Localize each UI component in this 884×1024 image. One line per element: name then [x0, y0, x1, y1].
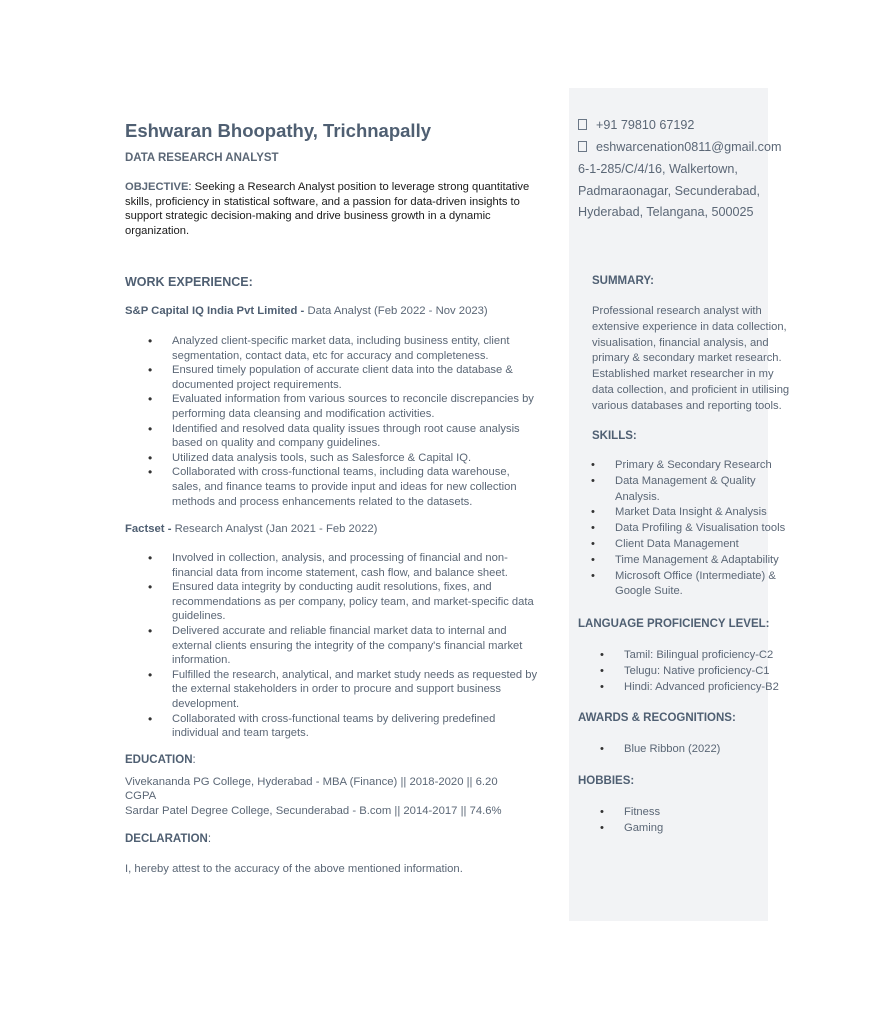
list-item: • Gaming: [624, 821, 884, 837]
summary-heading: SUMMARY:: [592, 275, 654, 287]
work-experience-heading: WORK EXPERIENCE:: [125, 275, 253, 289]
declaration-heading: [125, 833, 211, 845]
education-line-2: Sardar Patel Degree College, Secunderabad - B.com || 2014-2017 || 74.6%: [125, 805, 502, 817]
summary-line: various databases and reporting tools.: [592, 399, 782, 412]
objective: [125, 180, 545, 238]
list-item: • Utilized data analysis tools, such as Salesforce & Capital IQ.: [172, 451, 540, 466]
list-item: • Market Data Insight & Analysis: [615, 505, 875, 521]
job-title-2: Research Analyst (Jan 2021 - Feb 2022): [174, 523, 378, 535]
list-item: • Time Management & Adaptability: [615, 553, 875, 569]
language-list: [624, 648, 884, 695]
job-bullets-2: [125, 551, 540, 741]
skills-heading: SKILLS:: [592, 430, 637, 442]
summary-line: Established market researcher in my: [592, 368, 774, 381]
email-contact: [578, 140, 781, 154]
job-bullets-1: [125, 334, 540, 509]
list-item: • Involved in collection, analysis, and processing of financial and non-financial data from income statement, cash flow, and balance sheet.: [172, 551, 540, 580]
list-item: • Fulfilled the research, analytical, and market study needs as requested by the external stakeholders in order to procure and support business development.: [172, 668, 540, 712]
awards-heading: AWARDS & RECOGNITIONS:: [578, 712, 736, 724]
list-item: • Primary & Secondary Research: [615, 458, 875, 474]
job-role: DATA RESEARCH ANALYST: [125, 152, 279, 164]
declaration-heading-label: DECLARATION: [125, 833, 208, 845]
list-item: • Fitness: [624, 805, 884, 821]
list-item: • Hindi: Advanced proficiency-B2: [624, 680, 884, 696]
language-heading: LANGUAGE PROFICIENCY LEVEL:: [578, 618, 770, 630]
job-header-1: [125, 305, 488, 317]
list-item: • Delivered accurate and reliable financial market data to internal and external clients ensuring the integrity of the company's financial market information.: [172, 624, 540, 668]
email-address: eshwarcenation0811@gmail.com: [596, 140, 782, 154]
education-heading-colon: :: [192, 754, 196, 766]
list-item: • Collaborated with cross-functional teams, including data warehouse, sales, and finance teams to provide input and ideas for new collection methods and process enhancements related to the datasets.: [172, 465, 540, 509]
education-heading: [125, 754, 196, 766]
summary-line: data collection, and proficient in utilising: [592, 383, 790, 396]
job-company-2: Factset -: [125, 523, 175, 535]
education-line-1: Vivekananda PG College, Hyderabad - MBA (Finance) || 2018-2020 || 6.20 CGPA: [125, 776, 498, 803]
list-item: • Data Management & Quality Analysis.: [615, 474, 770, 506]
objective-label: OBJECTIVE: [125, 181, 189, 193]
sidebar: [569, 88, 790, 921]
education-heading-label: EDUCATION: [125, 754, 193, 766]
declaration-text: I, hereby attest to the accuracy of the above mentioned information.: [125, 863, 463, 875]
list-item: • Telugu: Native proficiency-C1: [624, 664, 884, 680]
summary-line: Professional research analyst with: [592, 305, 762, 317]
list-item: • Client Data Management: [615, 537, 875, 553]
list-item: • Microsoft Office (Intermediate) & Google Suite.: [615, 569, 795, 601]
job-company-1: S&P Capital IQ India Pvt Limited -: [125, 305, 308, 317]
job-header-2: [125, 523, 377, 535]
list-item: • Blue Ribbon (2022): [624, 742, 884, 758]
phone-contact: [578, 118, 694, 132]
list-item: • Evaluated information from various sources to reconcile discrepancies by performing data cleansing and modification activities.: [172, 392, 540, 421]
phone-icon: [578, 119, 587, 130]
summary-text: [592, 304, 812, 415]
job-title-1: Data Analyst (Feb 2022 - Nov 2023): [307, 305, 488, 317]
list-item: • Data Profiling & Visualisation tools: [615, 521, 875, 537]
hobbies-list: [624, 805, 884, 837]
summary-line: extensive experience in data collection,: [592, 320, 787, 333]
address: [578, 159, 818, 224]
address-line-1: 6-1-285/C/4/16, Walkertown,: [578, 162, 738, 176]
phone-number: +91 79810 67192: [596, 118, 695, 132]
list-item: • Collaborated with cross-functional teams by delivering predefined individual and team targets.: [172, 712, 540, 741]
list-item: • Ensured data integrity by conducting audit resolutions, fixes, and recommendations as per company, policy team, and market-specific data guidelines.: [172, 580, 540, 624]
declaration-heading-colon: :: [207, 833, 212, 845]
skills-list: [615, 458, 875, 600]
candidate-name: Eshwaran Bhoopathy, Trichnapally: [125, 120, 431, 141]
list-item: • Tamil: Bilingual proficiency-C2: [624, 648, 884, 664]
address-line-2: Padmaraonagar, Secunderabad,: [578, 183, 761, 198]
summary-line: primary & secondary market research.: [592, 352, 782, 365]
list-item: • Analyzed client-specific market data, including business entity, client segmentation, contact data, etc for accuracy and completeness.: [172, 334, 540, 363]
objective-text: : Seeking a Research Analyst position to leverage strong quantitative skills, proficiency in statistical software, and a passion for data-driven insights to support strategic decision-making and drive business growth in a dynamic organization.: [125, 181, 530, 237]
summary-line: visualisation, financial analysis, and: [592, 336, 769, 349]
hobbies-heading: HOBBIES:: [578, 775, 635, 787]
awards-list: [624, 742, 884, 758]
email-icon: [578, 141, 587, 152]
address-line-3: Hyderabad, Telangana, 500025: [578, 205, 754, 219]
list-item: • Ensured timely population of accurate client data into the database & documented project requirements.: [172, 363, 540, 392]
list-item: • Identified and resolved data quality issues through root cause analysis based on quality and company guidelines.: [172, 422, 540, 451]
